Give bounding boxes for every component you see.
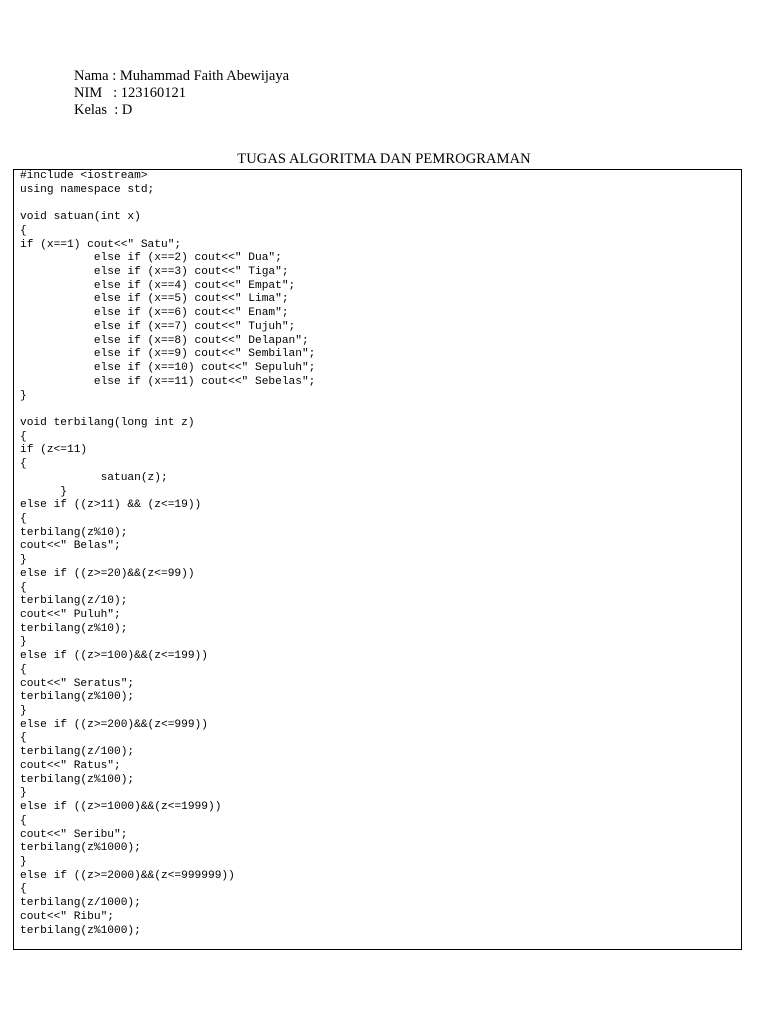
code-line: } — [20, 705, 27, 718]
code-line: else if (x==9) cout<<" Sembilan"; — [20, 348, 316, 361]
code-line: else if ((z>=2000)&&(z<=999999)) — [20, 869, 235, 882]
code-line: else if ((z>=200)&&(z<=999)) — [20, 718, 208, 731]
code-line: cout<<" Ribu"; — [20, 910, 114, 923]
code-listing — [20, 170, 315, 938]
code-line: else if (x==3) cout<<" Tiga"; — [20, 266, 289, 279]
code-line: terbilang(z%10); — [20, 526, 128, 539]
code-line — [20, 197, 315, 211]
code-line: cout<<" Ratus"; — [20, 759, 121, 772]
code-line: if (z<=11) — [20, 444, 88, 457]
code-line: else if ((z>11) && (z<=19)) — [20, 499, 202, 512]
code-line: if (x==1) cout<<" Satu"; — [20, 238, 182, 251]
code-line: cout<<" Seratus"; — [20, 677, 135, 690]
code-line: } — [20, 485, 67, 498]
code-line: terbilang(z%100); — [20, 773, 135, 786]
code-line: { — [20, 814, 27, 827]
code-line: { — [20, 512, 27, 525]
code-line: } — [20, 636, 27, 649]
code-line: } — [20, 554, 27, 567]
code-line: else if (x==4) cout<<" Empat"; — [20, 279, 296, 292]
code-line: { — [20, 663, 27, 676]
code-line: terbilang(z/1000); — [20, 897, 141, 910]
code-line: terbilang(z%100); — [20, 691, 135, 704]
code-line: #include <iostream> — [20, 170, 148, 182]
student-class: Kelas : D — [74, 102, 133, 118]
code-line: terbilang(z/10); — [20, 595, 128, 608]
code-line: cout<<" Belas"; — [20, 540, 121, 553]
code-line: else if (x==2) cout<<" Dua"; — [20, 252, 282, 265]
code-line: { — [20, 430, 27, 443]
code-line: else if ((z>=20)&&(z<=99)) — [20, 567, 195, 580]
code-line: else if (x==5) cout<<" Lima"; — [20, 293, 289, 306]
code-line: using namespace std; — [20, 183, 155, 196]
code-line: { — [20, 732, 27, 745]
code-line: terbilang(z%1000); — [20, 924, 141, 937]
code-line: } — [20, 855, 27, 868]
code-line: void satuan(int x) — [20, 211, 141, 224]
code-line: } — [20, 389, 27, 402]
code-line: cout<<" Puluh"; — [20, 609, 121, 621]
code-line: { — [20, 224, 27, 237]
code-line: satuan(z); — [20, 471, 168, 484]
code-line: } — [20, 787, 27, 800]
document-title: TUGAS ALGORITMA DAN PEMROGRAMAN — [237, 151, 531, 167]
code-line: else if ((z>=1000)&&(z<=1999)) — [20, 801, 222, 814]
code-line: else if (x==10) cout<<" Sepuluh"; — [20, 362, 316, 375]
code-line: else if (x==6) cout<<" Enam"; — [20, 307, 289, 320]
code-line: { — [20, 581, 27, 594]
code-line: else if (x==7) cout<<" Tujuh"; — [20, 320, 296, 333]
student-name: Nama : Muhammad Faith Abewijaya — [74, 68, 290, 84]
code-line: else if (x==11) cout<<" Sebelas"; — [20, 375, 316, 388]
code-line: else if (x==8) cout<<" Delapan"; — [20, 334, 309, 347]
code-line: terbilang(z%1000); — [20, 842, 141, 855]
code-line: terbilang(z%10); — [20, 622, 128, 635]
code-line: terbilang(z/100); — [20, 746, 135, 759]
code-line: { — [20, 458, 27, 471]
code-line: else if ((z>=100)&&(z<=199)) — [20, 650, 208, 663]
code-box — [13, 169, 742, 950]
code-line: { — [20, 883, 27, 896]
student-info — [74, 68, 289, 119]
code-line: cout<<" Seribu"; — [20, 828, 128, 841]
code-line: void terbilang(long int z) — [20, 416, 195, 429]
code-line — [20, 403, 315, 417]
student-nim: NIM : 123160121 — [74, 85, 186, 101]
